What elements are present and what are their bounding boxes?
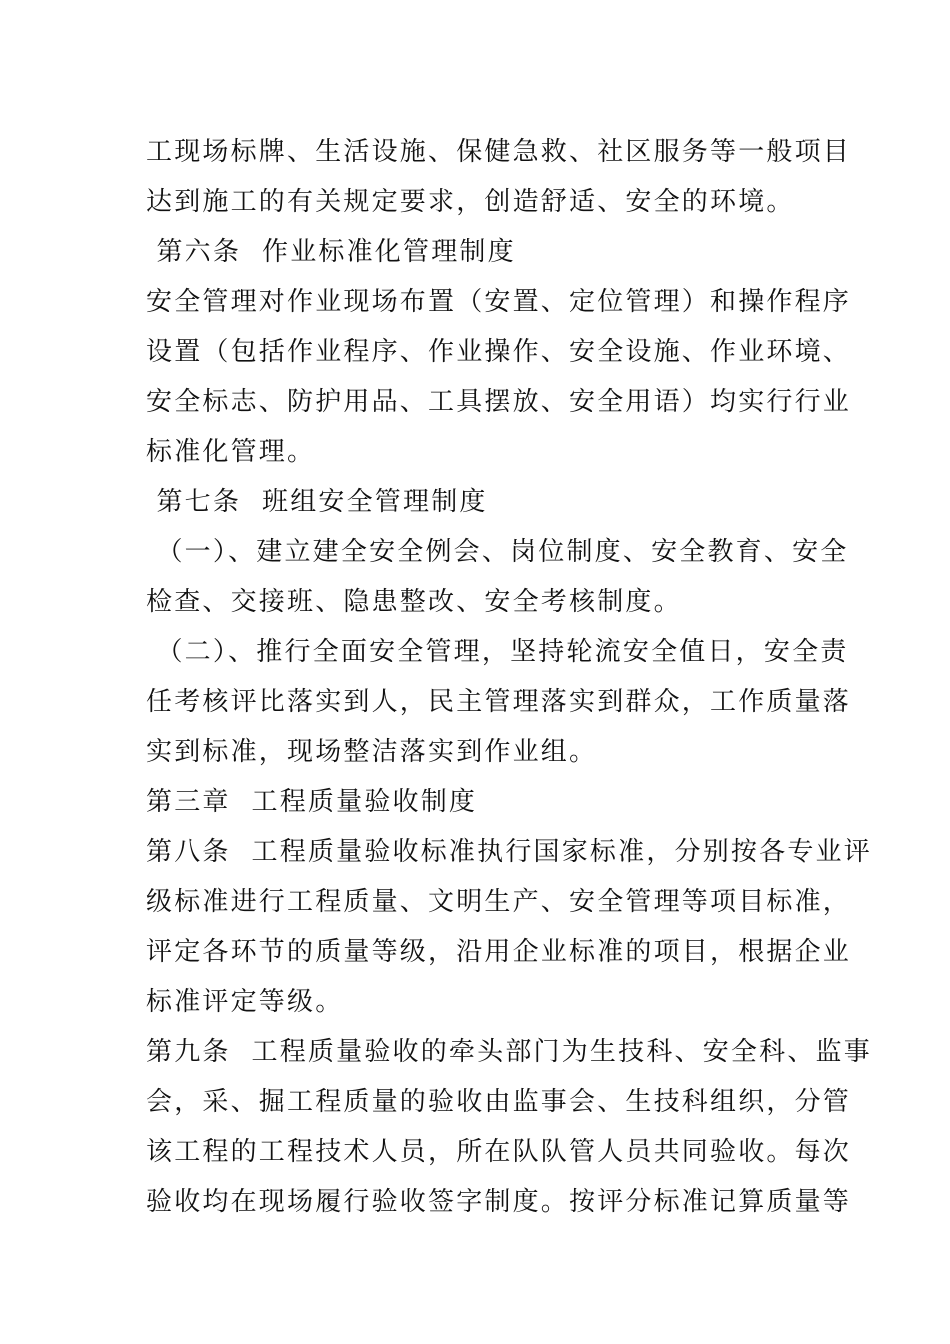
- text-line: 工现场标牌、生活设施、保健急救、社区服务等一般项目: [146, 137, 852, 167]
- text-line: 标准评定等级。: [146, 987, 344, 1017]
- text-line: 级标准进行工程质量、文明生产、安全管理等项目标准，: [146, 887, 852, 917]
- text-line: 检查、交接班、隐患整改、安全考核制度。: [146, 587, 682, 617]
- text-line: 达到施工的有关规定要求，创造舒适、安全的环境。: [146, 187, 795, 217]
- text-line: 安全管理对作业现场布置（安置、定位管理）和操作程序: [146, 287, 852, 317]
- text-line: 设置（包括作业程序、作业操作、安全设施、作业环境、: [146, 337, 852, 367]
- text-line: 评定各环节的质量等级，沿用企业标准的项目，根据企业: [146, 937, 852, 967]
- text-line: 标准化管理。: [146, 437, 316, 467]
- section-heading: 第六条 作业标准化管理制度: [146, 237, 516, 267]
- text-line: 会，采、掘工程质量的验收由监事会、生技科组织，分管: [146, 1087, 852, 1117]
- text-line: 该工程的工程技术人员，所在队队管人员共同验收。每次: [146, 1137, 852, 1167]
- text-line: （一）、建立建全安全例会、岗位制度、安全教育、安全: [146, 537, 849, 567]
- text-line: （二）、推行全面安全管理，坚持轮流安全值日，安全责: [146, 637, 849, 667]
- text-line: 安全标志、防护用品、工具摆放、安全用语）均实行行业: [146, 387, 852, 417]
- text-line: 第九条 工程质量验收的牵头部门为生技科、安全科、监事: [146, 1037, 872, 1067]
- section-heading: 第七条 班组安全管理制度: [146, 487, 488, 517]
- text-line: 验收均在现场履行验收签字制度。按评分标准记算质量等: [146, 1187, 852, 1217]
- chapter-heading: 第三章 工程质量验收制度: [146, 787, 478, 817]
- text-line: 实到标准，现场整洁落实到作业组。: [146, 737, 598, 767]
- text-line: 任考核评比落实到人，民主管理落实到群众，工作质量落: [146, 687, 852, 717]
- text-line: 第八条 工程质量验收标准执行国家标准，分别按各专业评: [146, 837, 872, 867]
